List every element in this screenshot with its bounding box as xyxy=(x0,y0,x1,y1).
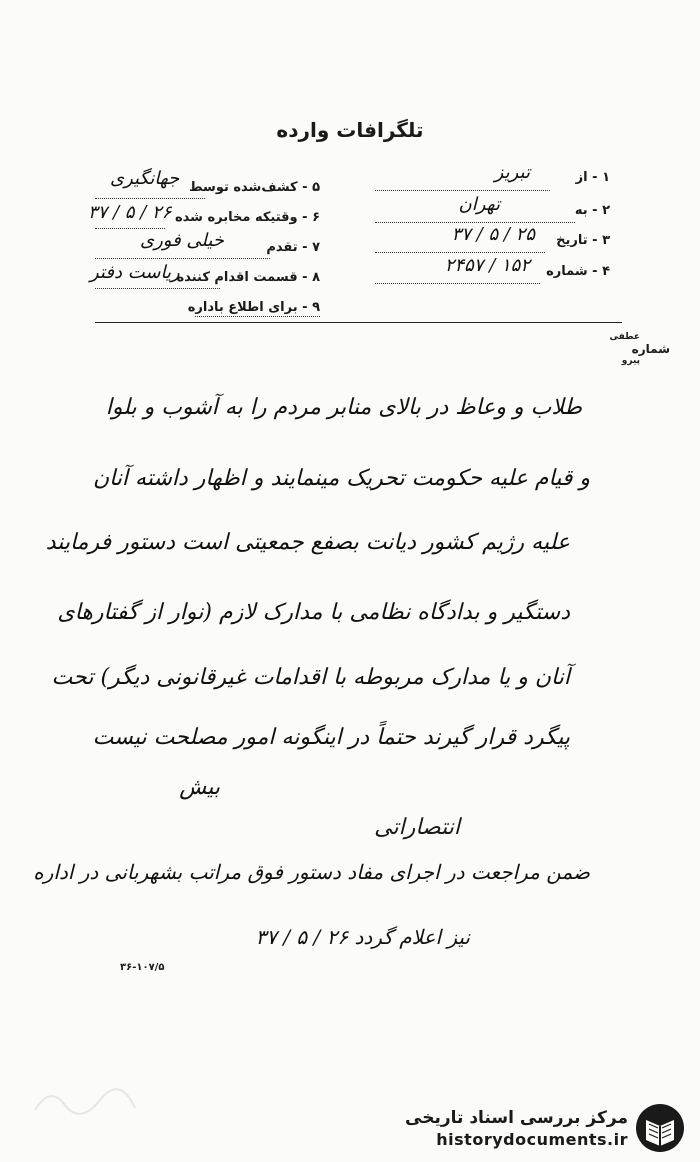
field-decoded-by-line xyxy=(95,198,205,199)
field-priority-label: ۷ - تقدم xyxy=(266,240,320,255)
field-action-dept-value: ریاست دفتر xyxy=(90,262,180,283)
field-sent-time-line xyxy=(95,228,165,229)
field-to-line xyxy=(375,222,575,223)
note-line: نیز اعلام گردد ۲۶ / ۵ / ۳۷ xyxy=(255,925,470,949)
field-date-label: ۳ - تاریخ xyxy=(556,233,610,248)
field-number-line xyxy=(375,283,540,284)
body-line: علیه رژیم کشور دیانت بصفع جمعیتی است دستور فرمایند xyxy=(45,530,570,555)
field-info-label: ۹ - برای اطلاع باداره xyxy=(187,300,320,315)
field-sent-time-label: ۶ - وقتیکه مخابره شده xyxy=(175,210,320,225)
body-line: بیش xyxy=(179,775,220,800)
body-line: آنان و یا مدارک مربوطه با اقدامات غیرقانونی دیگر) تحت xyxy=(51,665,570,690)
field-sent-time-value: ۲۶ / ۵ / ۳۷ xyxy=(88,202,172,223)
reference-sub-bottom: پیرو xyxy=(621,356,640,366)
watermark-url: historydocuments.ir xyxy=(436,1130,628,1149)
body-line: دستگیر و بدادگاه نظامی با مدارک لازم (نوار از گفتارهای xyxy=(57,600,570,625)
header-divider xyxy=(95,322,622,323)
document-title: تلگرافات وارده xyxy=(276,118,424,142)
signature: انتصاراتی xyxy=(374,815,460,840)
watermark-title-fa: مرکز بررسی اسناد تاریخی xyxy=(405,1108,628,1128)
field-info-line xyxy=(195,316,320,317)
reference-label: شماره xyxy=(631,342,670,356)
field-action-dept-line xyxy=(95,288,220,289)
archive-watermark xyxy=(405,1098,690,1156)
field-priority-line xyxy=(95,258,270,259)
field-to-value: تهران xyxy=(458,194,500,215)
body-line: پیگرد قرار گیرند حتماً در اینگونه امور مصلحت نیست xyxy=(92,725,570,750)
note-line: ضمن مراجعت در اجرای مفاد دستور فوق مراتب بشهربانی در اداره xyxy=(33,860,590,884)
field-date-line xyxy=(375,252,545,253)
field-number-label: ۴ - شماره xyxy=(546,264,610,279)
field-from-value: تبریز xyxy=(494,162,530,183)
reference-sub-top: عطفی xyxy=(609,332,640,342)
field-decoded-by-value: جهانگیری xyxy=(110,168,180,189)
form-code: ۳۶-۱۰۷/۵ xyxy=(120,962,165,973)
field-decoded-by-label: ۵ - کشف‌شده توسط xyxy=(189,180,320,195)
body-line: طلاب و وعاظ در بالای منابر مردم را به آشوب و بلوا xyxy=(105,395,582,420)
reference-number xyxy=(560,332,670,366)
field-to-label: ۲ - به xyxy=(574,203,610,218)
body-line: و قیام علیه حکومت تحریک مینمایند و اظهار داشته آنان xyxy=(92,466,590,491)
field-number-value: ۱۵۲ / ۲۴۵۷ xyxy=(444,255,530,276)
field-action-dept-label: ۸ - قسمت اقدام کننده xyxy=(176,270,320,285)
bleed-through-mark xyxy=(30,1080,140,1120)
book-logo-icon xyxy=(634,1102,686,1154)
field-from-label: ۱ - از xyxy=(575,170,610,185)
field-from-line xyxy=(375,190,550,191)
field-date-value: ۲۵ / ۵ / ۳۷ xyxy=(451,224,535,245)
field-priority-value: خیلی فوری xyxy=(140,230,224,251)
